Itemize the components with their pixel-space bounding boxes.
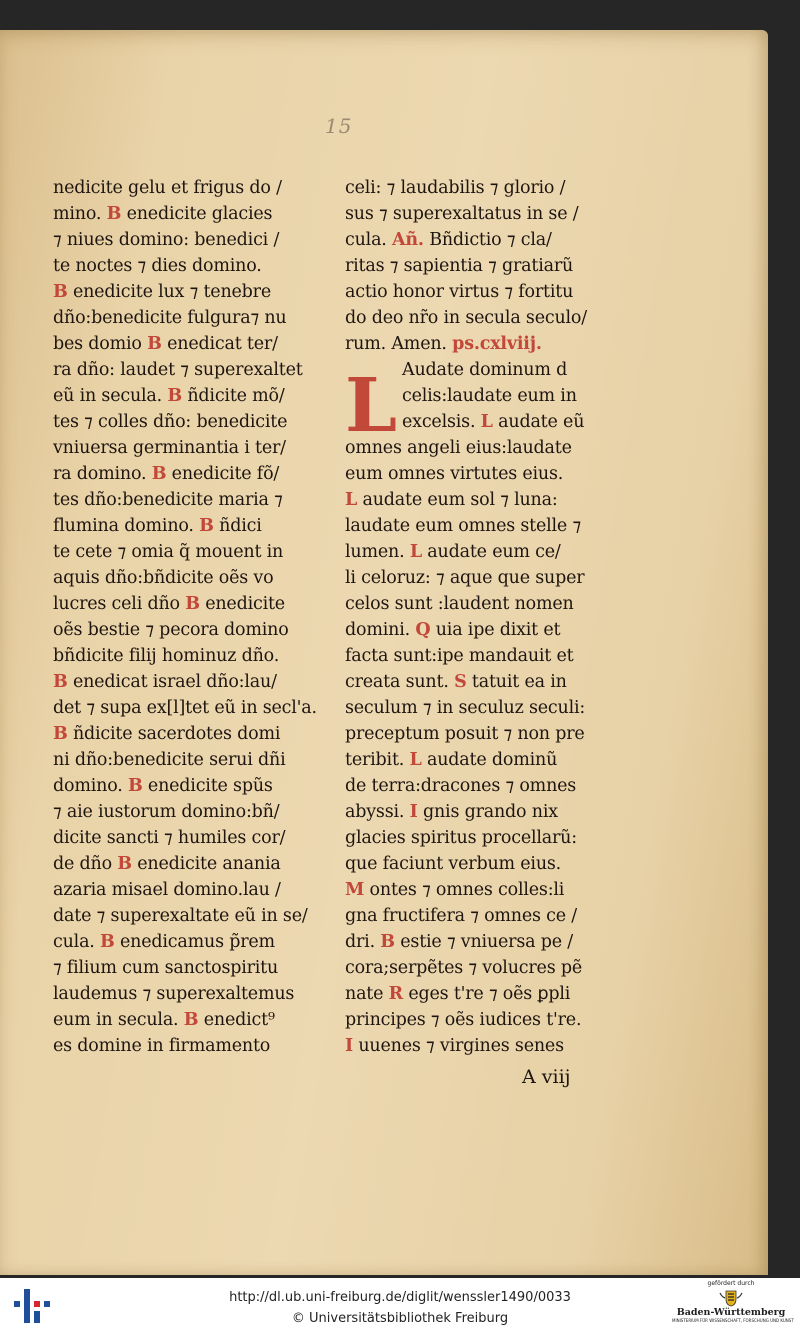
text-segment: principes ⁊ oẽs iudices t're. [345,1010,582,1030]
left-column-line [53,1007,325,1033]
right-column-line [345,669,620,695]
right-column-line [345,227,620,253]
copyright-notice: © Universitätsbibliothek Freiburg [291,1311,509,1326]
text-segment: ⁊ aie iustorum domino:bñ/ [53,802,280,822]
rubricated-initial: B [147,334,162,354]
left-column-line [53,253,325,279]
text-segment: bes domio [53,334,148,354]
text-segment: tatuit ea in [466,672,567,692]
text-segment: tes dño:benedicite maria ⁊ [53,490,283,510]
right-column-line [345,981,620,1007]
left-column-line [53,617,325,643]
rubricated-initial: Añ. [392,230,424,250]
text-segment: teribit. [345,750,410,770]
left-column-line [53,981,325,1007]
text-segment: li celoruz: ⁊ aque que super [345,568,585,588]
rubricated-initial: B [199,516,214,536]
left-column-line [53,955,325,981]
document-url-link[interactable]: http://dl.ub.uni-freiburg.de/diglit/wenssler1490/0033 [229,1290,571,1305]
text-segment: enedicamus p̃rem [114,932,275,952]
left-column-line [53,825,325,851]
text-segment: cora;serpẽtes ⁊ volucres pẽ [345,958,583,978]
text-segment: ni dño:benedicite serui dñi [53,750,286,770]
rubricated-initial: I [345,1036,353,1056]
text-segment: sus ⁊ superexaltatus in se / [345,204,579,224]
left-text-column [53,175,325,1059]
text-segment: audate dominũ [421,750,558,770]
text-segment: ⁊ niues domino: benedici / [53,230,280,250]
text-segment: Audate dominum d [402,360,568,380]
left-column-line [53,461,325,487]
right-column-line [345,929,620,955]
text-segment: enedicite spũs [142,776,273,796]
left-column-line [53,903,325,929]
footer-bar [0,1278,800,1333]
left-column-line [53,929,325,955]
text-segment: eũ in secula. [53,386,168,406]
right-column-line [345,1033,620,1059]
text-segment: dño:benedicite fulgura⁊ nu [53,308,287,328]
text-segment: nate [345,984,389,1004]
left-column-line [53,539,325,565]
right-column-line [345,851,620,877]
rubricated-initial: L [409,750,422,770]
right-column-line [345,799,620,825]
text-segment: seculum ⁊ in seculuz seculi: [345,698,586,718]
text-segment: uia ipe dixit et [430,620,561,640]
rubricated-initial: B [106,204,122,224]
text-segment: enedicite anania [131,854,281,874]
left-column-line [53,383,325,409]
text-segment: gna fructifera ⁊ omnes ce / [345,906,577,926]
text-segment: ⁊ filium cum sanctospiritu [53,958,279,978]
left-column-line [53,227,325,253]
right-text-column [345,175,620,1059]
right-column-line [345,253,620,279]
left-column-line [53,357,325,383]
funder-intro: gefördert durch [707,1280,755,1287]
text-segment: oẽs bestie ⁊ pecora domino [53,620,289,640]
text-segment: ra dño: laudet ⁊ superexaltet [53,360,303,380]
text-segment: mino. [53,204,107,224]
left-column-line [53,1033,325,1059]
text-segment: ñdicite mõ/ [181,386,285,406]
text-segment: enedicite lux ⁊ tenebre [67,282,271,302]
left-column-line [53,643,325,669]
right-column-line [345,461,620,487]
right-column-line [345,617,620,643]
left-column-line [53,695,325,721]
text-segment: azaria misael domino.lau / [53,880,281,900]
text-segment: excelsis. [402,412,481,432]
right-column-line [345,643,620,669]
right-column-line [345,565,620,591]
right-column-line [345,877,620,903]
left-column-line [53,513,325,539]
rubricated-initial: ps.cxlviij. [452,334,542,354]
text-segment: dri. [345,932,381,952]
text-segment: dicite sancti ⁊ humiles cor/ [53,828,286,848]
rubricated-initial: B [127,776,143,796]
folio-number: 15 [325,114,353,138]
funder-block [672,1280,794,1332]
left-column-line [53,773,325,799]
rubricated-initial: B [185,594,200,614]
left-column-line [53,799,325,825]
text-segment: omnes angeli eius:laudate [345,438,572,458]
text-segment: tes ⁊ colles dño: benedicite [53,412,288,432]
text-segment: de dño [53,854,118,874]
right-column-line [345,513,620,539]
text-segment: ontes ⁊ omnes colles:li [364,880,565,900]
right-column-line [345,487,620,513]
left-column-line [53,409,325,435]
text-segment: cula. [345,230,393,250]
left-column-line [53,877,325,903]
right-column-line [345,175,620,201]
rubricated-initial: L [480,412,493,432]
text-segment: do deo nr̃o in secula seculo/ [345,308,587,328]
rubricated-initial: B [380,932,395,952]
text-segment: de terra:dracones ⁊ omnes [345,776,577,796]
right-column-line [345,695,620,721]
right-column-line [345,279,620,305]
rubricated-initial: B [53,282,68,302]
text-segment: enedicite [199,594,285,614]
left-column-line [53,175,325,201]
text-segment: eum omnes virtutes eius. [345,464,564,484]
right-column-line [345,1007,620,1033]
text-segment: celi: ⁊ laudabilis ⁊ glorio / [345,178,566,198]
text-segment: enedicite glacies [121,204,273,224]
rubricated-initial: B [117,854,132,874]
right-column-line [345,747,620,773]
right-column-line [345,201,620,227]
left-column-line [53,331,325,357]
text-segment: ra domino. [53,464,152,484]
right-column-line [345,903,620,929]
rubricated-initial: B [53,672,68,692]
text-segment: te noctes ⁊ dies domino. [53,256,262,276]
right-column-line [345,331,620,357]
text-segment: aquis dño:bñdicite oẽs vo [53,568,274,588]
rubricated-initial: R [388,984,403,1004]
text-segment: ñdici [213,516,262,536]
text-segment: ritas ⁊ sapientia ⁊ gratiarũ [345,256,574,276]
text-segment: es domine in firmamento [53,1036,271,1056]
rubricated-initial: B [100,932,115,952]
text-segment: gnis grando nix [417,802,558,822]
rubricated-initial: I [409,802,418,822]
text-segment: rum. Amen. [345,334,453,354]
text-segment: ñdicite sacerdotes domi [67,724,281,744]
text-segment: lucres celi dño [53,594,186,614]
right-column-line [345,591,620,617]
text-segment: vniuersa germinantia i ter/ [53,438,286,458]
left-column-line [53,721,325,747]
rubricated-initial: Q [415,620,431,640]
signature-mark: A viij [522,1066,571,1088]
left-column-line [53,279,325,305]
text-segment: abyssi. [345,802,410,822]
text-segment: enedicat ter/ [161,334,278,354]
rubricated-initial: S [454,672,467,692]
right-column-line [345,773,620,799]
text-segment: que faciunt verbum eius. [345,854,562,874]
funder-ministry: MINISTERIUM FÜR WISSENSCHAFT, FORSCHUNG UND KUNST [672,1318,794,1323]
rubricated-initial: L [409,542,422,562]
manuscript-page [0,30,768,1275]
text-segment: estie ⁊ vniuersa pe / [394,932,573,952]
left-column-line [53,201,325,227]
text-segment: te cete ⁊ omia q̃ mouent in [53,542,284,562]
rubricated-initial: B [53,724,68,744]
text-segment: preceptum posuit ⁊ non pre [345,724,585,744]
rubricated-initial: L [345,490,358,510]
text-segment: enedicat israel dño:lau/ [67,672,277,692]
left-column-line [53,669,325,695]
text-segment: uuenes ⁊ virgines senes [353,1036,564,1056]
rubricated-initial: M [345,880,365,900]
text-segment: audate eũ [492,412,585,432]
text-segment: eum in secula. [53,1010,184,1030]
text-segment: eges t're ⁊ oẽs ꝑpli [403,984,571,1004]
text-segment: nedicite gelu et frigus do / [53,178,282,198]
text-segment: enedict⁹ [198,1010,275,1030]
left-column-line [53,851,325,877]
text-segment: actio honor virtus ⁊ fortitu [345,282,574,302]
text-segment: domini. [345,620,416,640]
text-segment: laudate eum omnes stelle ⁊ [345,516,581,536]
text-segment: celis:laudate eum in [402,386,577,406]
right-column-line [345,721,620,747]
right-column-line [345,539,620,565]
text-segment: domino. [53,776,128,796]
text-segment: creata sunt. [345,672,455,692]
funder-name: Baden-Württemberg [676,1307,786,1318]
state-crest-icon [718,1289,744,1307]
right-column-line [345,955,620,981]
rubricated-initial: B [183,1010,199,1030]
left-column-line [53,747,325,773]
text-segment: facta sunt:ipe mandauit et [345,646,574,666]
left-column-line [53,565,325,591]
right-column-line [345,305,620,331]
text-segment: flumina domino. [53,516,200,536]
text-segment: bñdicite filij hominuz dño. [53,646,280,666]
left-column-line [53,487,325,513]
rubricated-initial: B [167,386,182,406]
text-segment: audate eum sol ⁊ luna: [357,490,558,510]
text-segment: celos sunt :laudent nomen [345,594,574,614]
decorated-initial: L [345,363,398,449]
right-column-line [345,825,620,851]
text-segment: date ⁊ superexaltate eũ in se/ [53,906,308,926]
text-segment: glacies spiritus procellarũ: [345,828,577,848]
text-segment: Bñdictio ⁊ cla/ [423,230,552,250]
text-segment: audate eum ce/ [421,542,561,562]
left-column-line [53,591,325,617]
text-segment: enedicite fõ/ [166,464,280,484]
text-segment: cula. [53,932,101,952]
text-segment: laudemus ⁊ superexaltemus [53,984,295,1004]
text-segment: det ⁊ supa ex[l]tet eũ in secl'a. [53,698,317,718]
rubricated-initial: B [151,464,167,484]
text-segment: lumen. [345,542,410,562]
left-column-line [53,305,325,331]
left-column-line [53,435,325,461]
